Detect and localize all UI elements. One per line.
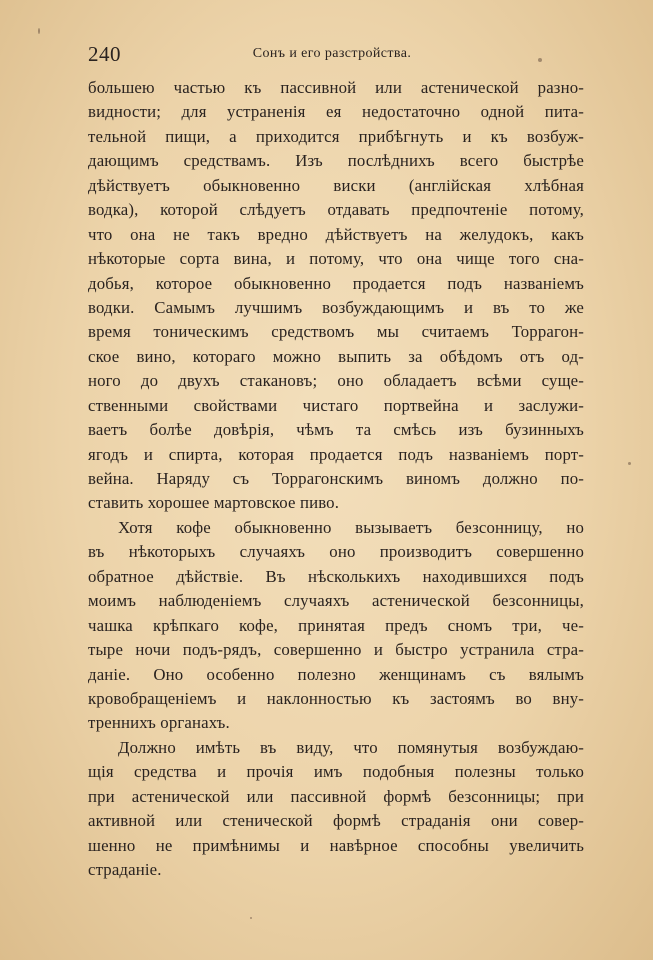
paper-speck: [250, 917, 252, 919]
text-line: щія средства и прочія имъ подобныя полезны только: [88, 762, 584, 782]
text-line: ское вино, котораго можно выпить за обѣдомъ отъ од-: [88, 346, 584, 366]
text-line: дѣйствуетъ обыкновенно виски (англійская хлѣбная: [88, 175, 584, 195]
text-line: тельной пищи, а приходится прибѣгнуть и къ возбуж-: [88, 126, 584, 146]
text-line: что она не такъ вредно дѣйствуетъ на желудокъ, какъ: [88, 224, 584, 244]
text-line: чашка крѣпкаго кофе, принятая предъ сномъ три, че-: [88, 615, 584, 635]
paragraph: [88, 516, 584, 736]
text-line: большею частью къ пассивной или астенической разно-: [88, 78, 584, 97]
text-line: страданіе.: [88, 860, 162, 879]
text-line: при астенической или пассивной формѣ безсонницы; при: [88, 786, 584, 806]
page-number: 240: [88, 42, 121, 66]
text-line: Хотя кофе обыкновенно вызываетъ безсонницу, но: [118, 517, 584, 537]
text-line: треннихъ органахъ.: [88, 713, 230, 733]
body-text: [88, 76, 584, 882]
text-line: водки. Самымъ лучшимъ возбуждающимъ и въ то же: [88, 297, 584, 317]
text-line: обратное дѣйствіе. Въ нѣсколькихъ находившихся подъ: [88, 566, 584, 586]
text-line: время тоническимъ средствомъ мы считаемъ Торрагон-: [88, 322, 584, 342]
text-line: тыре ночи подъ-рядъ, совершенно и быстро устранила стра-: [88, 640, 584, 660]
text-line: шенно не примѣнимы и навѣрное способны увеличить: [88, 835, 584, 855]
page-header: [88, 42, 576, 66]
text-line: ягодъ и спирта, которая продается подъ названіемъ порт-: [88, 444, 584, 464]
text-line: активной или стенической формѣ страданія они совер-: [88, 811, 584, 831]
text-line: моимъ наблюденіемъ случаяхъ астенической безсонницы,: [88, 591, 584, 611]
paper-speck: [38, 28, 40, 34]
text-line: ваетъ болѣе довѣрія, чѣмъ та смѣсь изъ бузинныхъ: [88, 420, 584, 440]
paragraph: [88, 76, 584, 516]
text-line: водка), которой слѣдуетъ отдавать предпочтеніе потому,: [88, 200, 584, 220]
text-line: добья, которое обыкновенно продается подъ названіемъ: [88, 273, 584, 293]
text-line: ственными свойствами чистаго портвейна и заслужи-: [88, 395, 584, 415]
text-line: дающимъ средствамъ. Изъ послѣднихъ всего быстрѣе: [88, 151, 584, 171]
text-line: ставить хорошее мартовское пиво.: [88, 493, 340, 513]
text-line: видности; для устраненія ея недостаточно одной пита-: [88, 102, 584, 122]
paragraph: [88, 736, 584, 883]
text-line: ного до двухъ стакановъ; оно обладаетъ всѣми суще-: [88, 371, 584, 391]
text-line: вейна. Наряду съ Торрагонскимъ виномъ должно по-: [88, 469, 584, 488]
text-line: въ нѣкоторыхъ случаяхъ оно производитъ совершенно: [88, 542, 584, 562]
paper-speck: [628, 462, 631, 465]
paper-speck: [538, 58, 542, 62]
text-line: Должно имѣть въ виду, что помянутыя возбуждаю-: [118, 737, 584, 757]
text-line: даніе. Оно особенно полезно женщинамъ съ вялымъ: [88, 664, 584, 684]
text-line: кровобращеніемъ и наклонностью къ застоямъ во вну-: [88, 688, 584, 708]
running-title: Сонъ и его разстройства.: [252, 46, 412, 61]
text-line: нѣкоторые сорта вина, и потому, что она чище того сна-: [88, 249, 584, 269]
